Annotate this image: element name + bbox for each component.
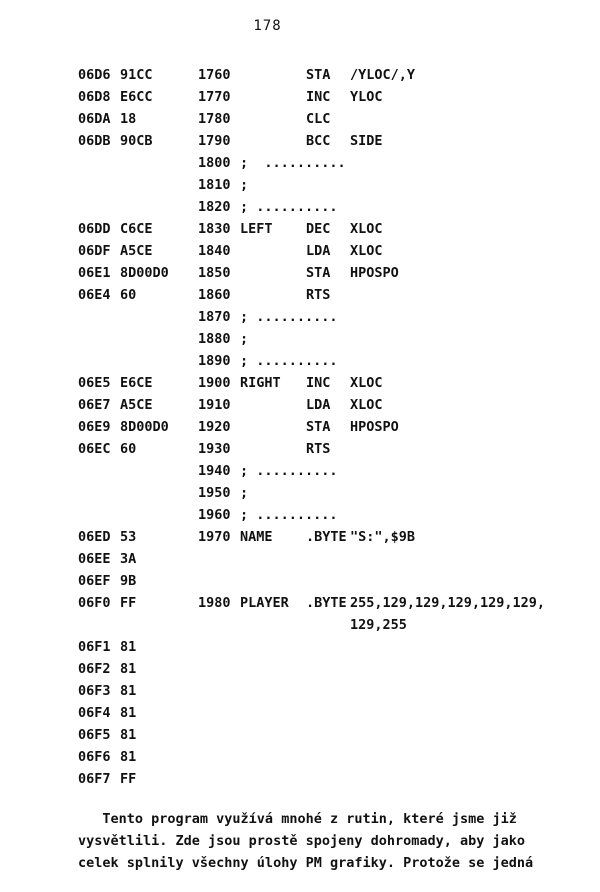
address-cell: 06EE: [78, 551, 111, 567]
operand-cell: XLOC: [350, 221, 383, 237]
address-cell: 06F5: [78, 727, 111, 743]
comment-cell: ;: [240, 485, 249, 501]
line-number-cell: 1940: [198, 463, 231, 479]
listing-row: [78, 724, 598, 746]
comment-cell: ; ..........: [240, 155, 346, 171]
listing-row: [78, 372, 598, 394]
label-cell: RIGHT: [240, 375, 281, 391]
listing-row: [78, 328, 598, 350]
line-number-cell: 1760: [198, 67, 231, 83]
operand-cell: HPOSPO: [350, 265, 399, 281]
address-cell: 06F6: [78, 749, 111, 765]
machine-code-cell: 81: [120, 661, 137, 677]
operand-cell: HPOSPO: [350, 419, 399, 435]
line-number-cell: 1960: [198, 507, 231, 523]
operand-cell: YLOC: [350, 89, 383, 105]
paragraph-line: celek splnily všechny úlohy PM grafiky. Protože se jedná: [78, 855, 534, 871]
opcode-cell: .BYTE: [306, 529, 347, 545]
address-cell: 06E9: [78, 419, 111, 435]
opcode-cell: LDA: [306, 397, 331, 413]
machine-code-cell: 53: [120, 529, 137, 545]
listing-row: [78, 306, 598, 328]
machine-code-cell: 81: [120, 683, 137, 699]
comment-cell: ;: [240, 177, 249, 193]
line-number-cell: 1790: [198, 133, 231, 149]
machine-code-cell: 8D00D0: [120, 419, 169, 435]
line-number-cell: 1780: [198, 111, 231, 127]
listing-row: [78, 240, 598, 262]
machine-code-cell: 81: [120, 639, 137, 655]
address-cell: 06D6: [78, 67, 111, 83]
listing-row: [78, 636, 598, 658]
listing-row: [78, 438, 598, 460]
machine-code-cell: 8D00D0: [120, 265, 169, 281]
body-paragraph: [78, 808, 578, 874]
opcode-cell: INC: [306, 89, 331, 105]
machine-code-cell: 90CB: [120, 133, 153, 149]
listing-row: [78, 284, 598, 306]
opcode-cell: STA: [306, 67, 331, 83]
listing-row: [78, 108, 598, 130]
listing-row: [78, 394, 598, 416]
line-number-cell: 1840: [198, 243, 231, 259]
comment-cell: ; ..........: [240, 507, 338, 523]
operand-cell: XLOC: [350, 243, 383, 259]
opcode-cell: BCC: [306, 133, 331, 149]
operand-cell: XLOC: [350, 397, 383, 413]
machine-code-cell: FF: [120, 595, 137, 611]
address-cell: 06E7: [78, 397, 111, 413]
listing-row: [78, 174, 598, 196]
page-number: 178: [253, 18, 282, 34]
listing-row: [78, 746, 598, 768]
listing-row: [78, 460, 598, 482]
operand-cell: 129,255: [350, 617, 407, 633]
line-number-cell: 1920: [198, 419, 231, 435]
address-cell: 06E1: [78, 265, 111, 281]
address-cell: 06EF: [78, 573, 111, 589]
machine-code-cell: C6CE: [120, 221, 153, 237]
address-cell: 06F0: [78, 595, 111, 611]
machine-code-cell: FF: [120, 771, 137, 787]
address-cell: 06F1: [78, 639, 111, 655]
machine-code-cell: 81: [120, 727, 137, 743]
line-number-cell: 1820: [198, 199, 231, 215]
machine-code-cell: E6CE: [120, 375, 153, 391]
address-cell: 06E5: [78, 375, 111, 391]
listing-row: [78, 570, 598, 592]
line-number-cell: 1930: [198, 441, 231, 457]
listing-row: [78, 614, 598, 636]
machine-code-cell: E6CC: [120, 89, 153, 105]
address-cell: 06DA: [78, 111, 111, 127]
listing-row: [78, 64, 598, 86]
listing-row: [78, 768, 598, 790]
address-cell: 06F4: [78, 705, 111, 721]
address-cell: 06F3: [78, 683, 111, 699]
listing-row: [78, 680, 598, 702]
code-listing: [78, 64, 598, 790]
line-number-cell: 1980: [198, 595, 231, 611]
listing-row: [78, 218, 598, 240]
line-number-cell: 1870: [198, 309, 231, 325]
operand-cell: "S:",$9B: [350, 529, 416, 545]
opcode-cell: RTS: [306, 441, 331, 457]
address-cell: 06EC: [78, 441, 111, 457]
comment-cell: ;: [240, 331, 249, 347]
machine-code-cell: 18: [120, 111, 137, 127]
comment-cell: ; ..........: [240, 463, 338, 479]
line-number-cell: 1770: [198, 89, 231, 105]
line-number-cell: 1910: [198, 397, 231, 413]
listing-row: [78, 350, 598, 372]
listing-row: [78, 504, 598, 526]
line-number-cell: 1900: [198, 375, 231, 391]
machine-code-cell: 91CC: [120, 67, 153, 83]
opcode-cell: RTS: [306, 287, 331, 303]
comment-cell: ; ..........: [240, 309, 338, 325]
opcode-cell: STA: [306, 419, 331, 435]
operand-cell: XLOC: [350, 375, 383, 391]
address-cell: 06E4: [78, 287, 111, 303]
operand-cell: SIDE: [350, 133, 383, 149]
line-number-cell: 1830: [198, 221, 231, 237]
paragraph-line: Tento program využívá mnohé z rutin, které jsme již: [78, 811, 517, 827]
listing-row: [78, 592, 598, 614]
line-number-cell: 1880: [198, 331, 231, 347]
machine-code-cell: 9B: [120, 573, 137, 589]
paragraph-line: vysvětlili. Zde jsou prostě spojeny dohromady, aby jako: [78, 833, 526, 849]
opcode-cell: STA: [306, 265, 331, 281]
line-number-cell: 1860: [198, 287, 231, 303]
line-number-cell: 1970: [198, 529, 231, 545]
label-cell: NAME: [240, 529, 273, 545]
listing-row: [78, 548, 598, 570]
comment-cell: ; ..........: [240, 199, 338, 215]
machine-code-cell: 81: [120, 705, 137, 721]
opcode-cell: CLC: [306, 111, 331, 127]
address-cell: 06DD: [78, 221, 111, 237]
opcode-cell: LDA: [306, 243, 331, 259]
listing-row: [78, 262, 598, 284]
label-cell: LEFT: [240, 221, 273, 237]
address-cell: 06DF: [78, 243, 111, 259]
address-cell: 06D8: [78, 89, 111, 105]
listing-row: [78, 416, 598, 438]
address-cell: 06F2: [78, 661, 111, 677]
machine-code-cell: 60: [120, 441, 137, 457]
address-cell: 06ED: [78, 529, 111, 545]
line-number-cell: 1950: [198, 485, 231, 501]
line-number-cell: 1810: [198, 177, 231, 193]
opcode-cell: DEC: [306, 221, 331, 237]
opcode-cell: .BYTE: [306, 595, 347, 611]
machine-code-cell: 3A: [120, 551, 137, 567]
listing-row: [78, 152, 598, 174]
opcode-cell: INC: [306, 375, 331, 391]
listing-row: [78, 86, 598, 108]
listing-row: [78, 130, 598, 152]
operand-cell: 255,129,129,129,129,129,: [350, 595, 546, 611]
machine-code-cell: A5CE: [120, 243, 153, 259]
comment-cell: ; ..........: [240, 353, 338, 369]
line-number-cell: 1800: [198, 155, 231, 171]
address-cell: 06F7: [78, 771, 111, 787]
operand-cell: /YLOC/,Y: [350, 67, 416, 83]
listing-row: [78, 702, 598, 724]
listing-row: [78, 482, 598, 504]
machine-code-cell: 60: [120, 287, 137, 303]
machine-code-cell: 81: [120, 749, 137, 765]
line-number-cell: 1850: [198, 265, 231, 281]
listing-row: [78, 196, 598, 218]
label-cell: PLAYER: [240, 595, 289, 611]
line-number-cell: 1890: [198, 353, 231, 369]
address-cell: 06DB: [78, 133, 111, 149]
listing-row: [78, 658, 598, 680]
machine-code-cell: A5CE: [120, 397, 153, 413]
listing-row: [78, 526, 598, 548]
